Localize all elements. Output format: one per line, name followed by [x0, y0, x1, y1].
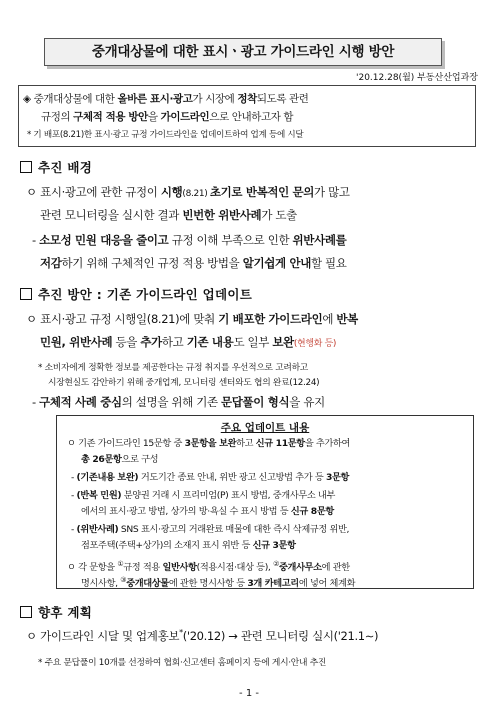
- section-title: 추진 방안 : 기존 가이드라인 업데이트: [38, 287, 253, 302]
- text: 중개대상물: [126, 578, 169, 590]
- text: 중개사무소: [279, 562, 322, 574]
- text: (반복 민원): [76, 490, 122, 501]
- text: ㅇ 각 문항을: [67, 562, 118, 574]
- note-line: * 소비자에게 정확한 정보를 제공한다는 규정 취지를 우선적으로 고려하고: [38, 363, 309, 373]
- text: 에 넣어 체계화: [298, 578, 356, 590]
- text: ㅇ 기존 가이드라인 15문항 중: [67, 438, 185, 449]
- paragraph-line: [40, 334, 336, 350]
- box-line: [71, 472, 349, 484]
- text: (기존내용 보완): [76, 472, 139, 483]
- text: ①: [117, 560, 124, 568]
- date-department: '20.12.28(월) 부동산산업과장: [356, 73, 478, 83]
- text: 을 유지: [289, 395, 325, 409]
- text: 을: [147, 111, 161, 123]
- paragraph-line: [26, 184, 350, 200]
- text: 소모성 민원 대응을 줄이고: [39, 233, 169, 247]
- box-line: [81, 506, 334, 518]
- text: ㅇ 표시·광고 규정 시행일(8.21)에 맞춰: [26, 312, 219, 326]
- diamond-bullet-icon: ◈: [23, 93, 31, 105]
- text: 신규 3문항: [252, 540, 296, 551]
- text: 정착: [237, 93, 257, 105]
- text: 으로 구성: [121, 454, 159, 465]
- paragraph-line: [32, 394, 325, 410]
- text: 거도기간 종료 안내, 위반 광고 신고방법 추가 등: [138, 472, 326, 483]
- text: 점포주택(주택+상가)의 소재지 표시 위반 등: [81, 540, 253, 551]
- section-title: 향후 계획: [38, 605, 93, 620]
- text: 관련 모니터링을 실시한 결과: [40, 208, 183, 222]
- text: (8.21): [182, 189, 210, 199]
- text: 3개 카테고리: [247, 578, 299, 590]
- section-heading-background: [20, 158, 92, 176]
- text: -: [71, 490, 77, 501]
- section-heading-plan: [20, 285, 252, 303]
- page-title-text: 중개대상물에 대한 표시ㆍ광고 가이드라인 시행 방안: [91, 44, 395, 60]
- text: 도 일부: [233, 335, 273, 349]
- text: 에서의 표시·광고 방법, 상가의 방·욕실 수 표시 방법 등: [81, 506, 291, 517]
- text: 기존 내용: [186, 335, 234, 349]
- text: 에: [322, 312, 337, 326]
- text: 하고: [236, 438, 256, 449]
- text: 올바른 표시·광고: [117, 93, 193, 105]
- text: 에 관한: [321, 562, 350, 574]
- text: (적용시점·대상 등),: [196, 562, 274, 574]
- text: 하고: [161, 335, 187, 349]
- text: ('20.12) → 관련 모니터링 실시('21.1∼): [182, 629, 379, 643]
- text: -: [32, 233, 40, 247]
- text: 신규 11문항: [255, 438, 305, 449]
- text: *: [179, 628, 183, 638]
- box-line: [71, 490, 335, 502]
- text: 3문항을 보완: [184, 438, 237, 449]
- square-bullet-icon: [20, 161, 32, 173]
- box-title: 주요 업데이트 내용: [220, 422, 310, 434]
- text: 명시사항,: [81, 578, 121, 590]
- text: -: [71, 524, 77, 535]
- text: 3문항: [325, 472, 350, 483]
- paragraph-line: [40, 255, 347, 271]
- text: 가 도출: [261, 208, 297, 222]
- text: 초기로 반복적인 문의: [209, 185, 315, 199]
- text: 보완: [272, 335, 294, 349]
- text: 규정 적용: [123, 562, 163, 574]
- text: 규정의: [41, 111, 74, 123]
- text: 구체적 적용 방안: [73, 111, 148, 123]
- text: 되도록 관련: [256, 93, 309, 105]
- summary-box: [18, 85, 476, 147]
- text: 추가: [140, 335, 162, 349]
- text: 가이드라인: [160, 111, 210, 123]
- summary-line-1: [23, 90, 475, 108]
- summary-line-2: [41, 108, 293, 126]
- text: (현행화 등): [293, 339, 337, 349]
- update-details-box: [56, 415, 474, 589]
- text: 을 추가하여: [304, 438, 351, 449]
- text: ②: [273, 560, 280, 568]
- text: (위반사례): [76, 524, 119, 535]
- text: 시행: [160, 185, 183, 199]
- paragraph-line: [26, 628, 378, 644]
- text: 신규 8문항: [290, 506, 334, 517]
- paragraph-line: [26, 311, 358, 327]
- text: 반복: [336, 312, 358, 326]
- text: ㅇ 표시·광고에 관한 규정이: [26, 185, 161, 199]
- box-line: [81, 574, 355, 590]
- text: 중개대상물에 대한: [33, 93, 118, 105]
- square-bullet-icon: [20, 606, 32, 618]
- section-heading-future: [20, 603, 92, 621]
- text: 일반사항: [162, 562, 197, 574]
- text: 빈번한 위반사례: [182, 208, 262, 222]
- page-number: - 1 -: [239, 688, 259, 699]
- text: 하기 위해 구체적인 규정 적용 방법을: [61, 256, 243, 270]
- note-line: 시장현실도 감안하기 위해 중개업계, 모니터링 센터와도 협의 완료(12.24): [48, 378, 320, 388]
- paragraph-line: [40, 207, 297, 223]
- text: 할 필요: [310, 256, 347, 270]
- text: 에 관한 명시사항 등: [168, 578, 248, 590]
- summary-note: * 기 배포(8.21)한 표시·광고 규정 가이드라인을 업데이트하여 업계 등에 시달: [27, 130, 304, 140]
- square-bullet-icon: [20, 288, 32, 300]
- box-line: [81, 540, 296, 552]
- box-line: [67, 558, 350, 574]
- text: 민원, 위반사례: [40, 335, 113, 349]
- text: 가 많고: [314, 185, 350, 199]
- box-line: [81, 454, 158, 466]
- text: 총 26문항: [81, 454, 122, 465]
- text: ㅇ 가이드라인 시달 및 업계홍보: [26, 629, 180, 643]
- text: 문답풀이 형식: [221, 395, 290, 409]
- text: 구체적 사례 중심: [39, 395, 122, 409]
- box-line: [67, 438, 350, 450]
- text: 알기쉽게 안내: [242, 256, 311, 270]
- text: SNS 표시·광고의 거래완료 매물에 대한 즉시 삭제규정 위반,: [118, 524, 350, 535]
- text: 가 시장에: [192, 93, 238, 105]
- text: 저감: [40, 256, 62, 270]
- paragraph-line: [32, 232, 346, 248]
- box-line: [71, 524, 349, 536]
- text: 으로 안내하고자 함: [209, 111, 294, 123]
- text: 위반사례를: [292, 233, 347, 247]
- text: -: [32, 395, 40, 409]
- page-title: [44, 38, 442, 66]
- text: 등을: [112, 335, 141, 349]
- section-title: 추진 배경: [38, 160, 93, 175]
- text: 의 설명을 위해 기존: [121, 395, 222, 409]
- text: 기 배포한 가이드라인: [218, 312, 323, 326]
- text: -: [71, 472, 77, 483]
- text: 분양권 거래 시 프리미엄(P) 표시 방법, 중개사무소 내부: [121, 490, 336, 501]
- text: 규정 이해 부족으로 인한: [168, 233, 293, 247]
- text: ③: [120, 576, 127, 584]
- note-line: * 주요 문답풀이 10개를 선정하여 협회·신고센터 홈페이지 등에 게시·안내 추진: [38, 658, 327, 668]
